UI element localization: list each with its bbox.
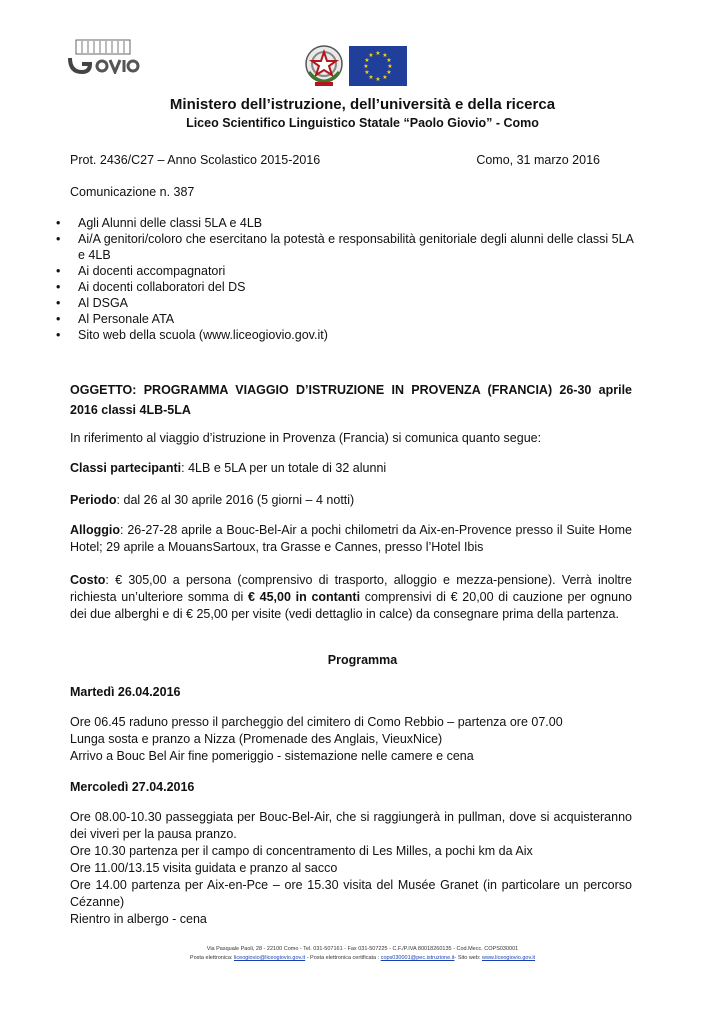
- svg-text:★: ★: [368, 52, 374, 59]
- bullet-icon: •: [56, 312, 61, 326]
- protocol-number: Prot. 2436/C27 – Anno Scolastico 2015-2016: [70, 153, 321, 167]
- svg-text:★: ★: [364, 57, 370, 64]
- document-date: Como, 31 marzo 2016: [476, 153, 600, 167]
- accommodation: Alloggio: 26-27-28 aprile a Bouc-Bel-Air a pochi chilometri da Aix-en-Provence presso il Suite Home Hotel; 29 aprile a MouansSartoux, tra Grasse e Cannes, presso l’Hotel Ibis: [70, 523, 632, 554]
- bullet-icon: •: [56, 280, 61, 294]
- email-link[interactable]: liceogiovio@liceogiovio.gov.it: [233, 955, 306, 961]
- list-item: • Agli Alunni delle classi 5LA e 4LB: [56, 216, 263, 230]
- svg-text:★: ★: [387, 63, 393, 70]
- bullet-icon: •: [56, 216, 61, 230]
- svg-text:★: ★: [375, 76, 381, 83]
- bullet-icon: •: [56, 264, 61, 278]
- day-title-1: Martedì 26.04.2016: [70, 685, 181, 699]
- list-item: • Al Personale ATA: [56, 312, 175, 326]
- communication-number: Comunicazione n. 387: [70, 185, 195, 199]
- schedule-line: Ore 06.45 raduno presso il parcheggio del cimitero di Como Rebbio – partenza ore 07.00: [70, 715, 563, 729]
- recipients-list: [52, 215, 642, 343]
- svg-text:★: ★: [382, 52, 388, 59]
- schedule-line: Lunga sosta e pranzo a Nizza (Promenade des Anglais, VieuxNice): [70, 732, 443, 746]
- schedule-line: Arrivo a Bouc Bel Air fine pomeriggio - sistemazione nelle camere e cena: [70, 749, 474, 763]
- reference-paragraph: In riferimento al viaggio d’istruzione in Provenza (Francia) si comunica quanto segue:: [70, 431, 542, 445]
- footer-address: Via Pasquale Paoli, 28 - 22100 Como - Tel. 031-507161 - Fax 031-507225 - C.F./P.IVA 80018260135 - Cod.Mecc. COPS030001: [206, 946, 519, 952]
- list-item: • Al DSGA: [56, 296, 129, 310]
- participating-classes: Classi partecipanti: 4LB e 5LA per un totale di 32 alunni: [70, 461, 387, 475]
- schedule-line: Ore 10.30 partenza per il campo di concentramento di Les Milles, a pochi km da Aix: [70, 844, 533, 858]
- trip-period: Periodo: dal 26 al 30 aprile 2016 (5 giorni – 4 notti): [70, 493, 355, 507]
- bullet-icon: •: [56, 296, 61, 310]
- svg-text:★: ★: [364, 69, 370, 76]
- school-name: Liceo Scientifico Linguistico Statale “Paolo Giovio” - Como: [186, 116, 539, 130]
- day-schedule-1: [70, 714, 632, 765]
- website-link[interactable]: www.liceogiovio.gov.it: [481, 955, 536, 961]
- bullet-icon: •: [56, 328, 61, 342]
- svg-text:★: ★: [368, 74, 374, 81]
- list-item: • Ai docenti accompagnatori: [56, 264, 226, 278]
- list-item: • Ai docenti collaboratori del DS: [56, 280, 246, 294]
- svg-text:★: ★: [363, 63, 369, 70]
- schedule-line: Ore 08.00-10.30 passeggiata per Bouc-Bel-Air, che si raggiungerà in pullman, dove si acquisteranno dei viveri per la pausa pranzo.: [70, 810, 632, 841]
- list-item: • Sito web della scuola (www.liceogiovio.gov.it): [56, 328, 328, 342]
- svg-text:★: ★: [386, 57, 392, 64]
- day-schedule-2: [70, 809, 632, 928]
- list-item: • Ai/A genitori/coloro che esercitano la potestà e responsabilità genitoriale degli alunni delle classi 5LA e 4LB: [56, 232, 634, 262]
- programme-heading: Programma: [327, 653, 398, 667]
- schedule-line: Ore 11.00/13.15 visita guidata e pranzo al sacco: [70, 861, 338, 875]
- svg-text:★: ★: [382, 74, 388, 81]
- trip-cost: Costo: € 305,00 a persona (comprensivo di trasporto, alloggio e mezza-pensione). Verrà inoltre richiesta un’ulteriore somma di € 45,00 in contanti comprensivi di € 20,00 di cauzione per ognuno dei due alberghi e di € 25,00 per visite (vedi dettaglio in calce) da consegnare prima della partenza.: [70, 573, 632, 621]
- eu-flag: [349, 46, 407, 86]
- pec-link[interactable]: cops030001@pec.istruzione.it: [380, 955, 455, 961]
- document-title: Ministero dell’istruzione, dell’università e della ricerca: [169, 96, 556, 113]
- schedule-line: Ore 14.00 partenza per Aix-en-Pce – ore 15.30 visita del Musée Granet (in particolare un percorso Cézanne): [70, 878, 632, 909]
- svg-text:★: ★: [386, 69, 392, 76]
- bullet-icon: •: [56, 232, 61, 246]
- subject-line: OGGETTO: PROGRAMMA VIAGGIO D’ISTRUZIONE IN PROVENZA (FRANCIA) 26-30 aprile 2016 classi 4LB-5LA: [70, 383, 632, 417]
- italian-republic-emblem: [303, 42, 345, 88]
- school-logo: [68, 38, 140, 74]
- schedule-line: Rientro in albergo - cena: [70, 912, 207, 926]
- day-title-2: Mercoledì 27.04.2016: [70, 780, 195, 794]
- footer-contacts: Posta elettronica: liceogiovio@liceogiovio.gov.it - Posta elettronica certificata : cops030001@pec.istruzione.it- Sito web: www.liceogiovio.gov.it: [189, 955, 536, 961]
- svg-text:★: ★: [375, 50, 381, 57]
